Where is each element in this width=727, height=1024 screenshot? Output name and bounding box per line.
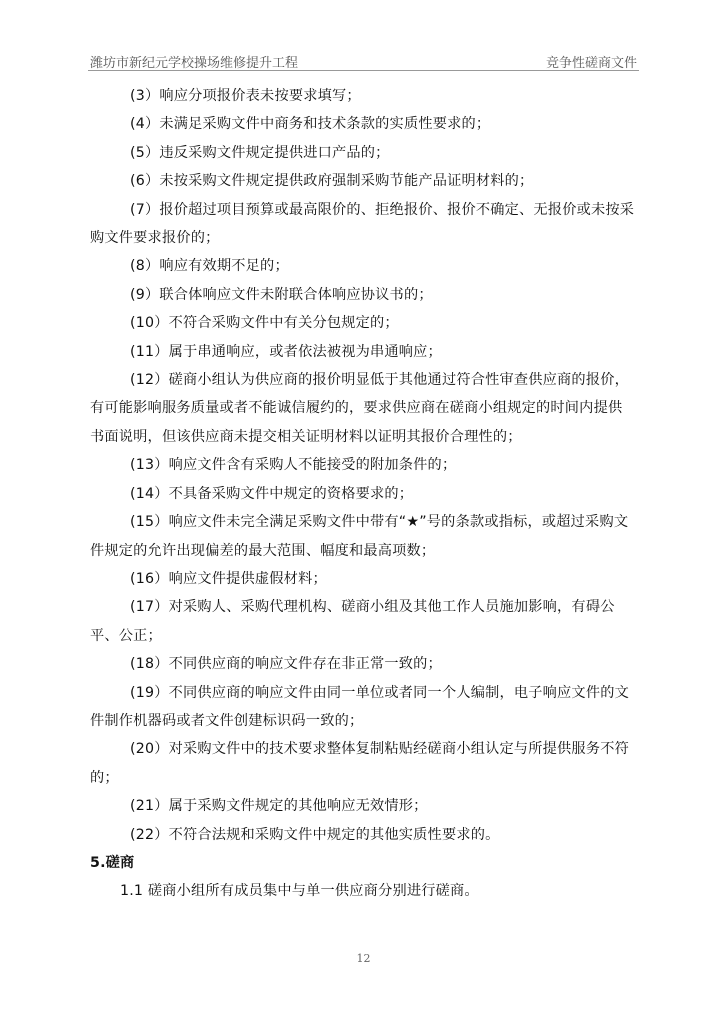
page-number: 12 — [356, 952, 371, 965]
clause-item: (18）不同供应商的响应文件存在非正常一致的； — [130, 656, 442, 673]
clause-item: (6）未按采购文件规定提供政府强制采购节能产品证明材料的； — [130, 173, 534, 190]
page-header — [88, 48, 639, 71]
clause-item: (10）不符合采购文件中有关分包规定的； — [130, 315, 399, 332]
clause-item: (14）不具备采购文件中规定的资格要求的； — [130, 485, 414, 502]
header-project-title: 潍坊市新纪元学校操场维修提升工程 — [90, 56, 299, 71]
clause-item: (17）对采购人、采购代理机构、磋商小组及其他工作人员施加影响，有碍公平、公正； — [90, 599, 615, 644]
clause-item: (9）联合体响应文件未附联合体响应协议书的； — [130, 286, 433, 303]
clause-item: (22）不符合法规和采购文件中规定的其他实质性要求的。 — [130, 826, 500, 843]
header-document-type: 竞争性磋商文件 — [545, 56, 637, 71]
clause-item: (15）响应文件未完全满足采购文件中带有“★”号的条款或指标，或超过采购文件规定的允许出现偏差的最大范围、幅度和最高项数； — [90, 514, 629, 559]
clause-item: (12）磋商小组认为供应商的报价明显低于其他通过符合性审查供应商的报价，有可能影响服务质量或者不能诚信履约的，要求供应商在磋商小组规定的时间内提供书面说明，但该供应商未提交相关证明材料以证明其报价合理性的； — [90, 372, 629, 445]
clause-item: (8）响应有效期不足的； — [130, 258, 289, 275]
sub-clause: 1.1 磋商小组所有成员集中与单一供应商分别进行磋商。 — [120, 883, 479, 900]
clause-item: (5）违反采购文件规定提供进口产品的； — [130, 144, 390, 161]
section-title: 5.磋商 — [90, 854, 135, 871]
clause-item: (3）响应分项报价表未按要求填写； — [130, 88, 361, 104]
clause-item: (19）不同供应商的响应文件由同一单位或者同一个人编制，电子响应文件的文件制作机器码或者文件创建标识码一致的； — [90, 684, 629, 729]
clause-item: (21）属于采购文件规定的其他响应无效情形； — [130, 798, 428, 815]
clause-item: (20）对采购文件中的技术要求整体复制粘贴经磋商小组认定与所提供服务不符的； — [90, 741, 629, 786]
clause-item: (16）响应文件提供虚假材料； — [130, 570, 327, 587]
document-body — [90, 82, 636, 906]
clause-item: (11）属于串通响应，或者依法被视为串通响应； — [130, 343, 442, 360]
clause-item: (13）响应文件含有采购人不能接受的附加条件的； — [130, 457, 457, 474]
clause-item: (7）报价超过项目预算或最高限价的、拒绝报价、报价不确定、无报价或未按采购文件要求报价的； — [90, 201, 635, 247]
clause-item: (4）未满足采购文件中商务和技术条款的实质性要求的； — [130, 116, 491, 133]
